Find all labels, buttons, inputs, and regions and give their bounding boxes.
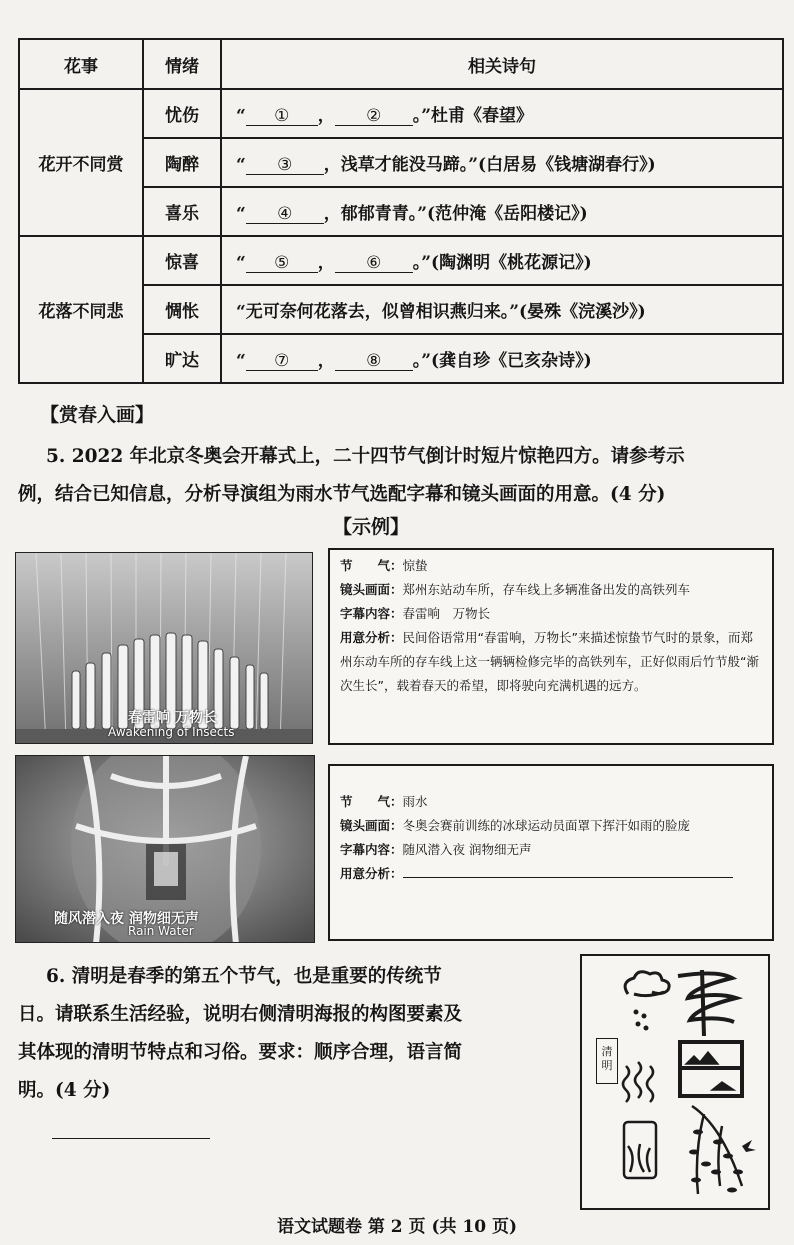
example-info-box xyxy=(328,548,774,745)
info-value: 冬奥会赛前训练的冰球运动员面罩下挥汗如雨的脸庞 xyxy=(402,818,691,833)
info-label: 节 气： xyxy=(340,794,403,809)
info-row xyxy=(340,838,762,862)
photo-caption-en: Awakening of Insects xyxy=(108,725,235,739)
question-text-line: 日。请联系生活经验，说明右侧清明海报的构图要素及 xyxy=(18,1004,463,1025)
fill-blank[interactable]: ④ xyxy=(246,205,324,224)
info-value: 春雷响 万物长 xyxy=(402,606,491,621)
example-label: 【示例】 xyxy=(333,516,410,538)
category-cell: 花开不同赏 xyxy=(19,89,143,236)
photo-caption-en: Rain Water xyxy=(128,924,194,938)
poster-tag: 清明 xyxy=(596,1038,618,1084)
header-cell: 花事 xyxy=(19,39,143,89)
train-photo xyxy=(15,552,313,744)
verse-source: 。”(陶渊明《桃花源记》) xyxy=(412,253,592,273)
verse-cell xyxy=(221,89,783,138)
verse-cell xyxy=(221,138,783,187)
verse-cell: “无可奈何花落去，似曾相识燕归来。”(晏殊《浣溪沙》) xyxy=(221,285,783,334)
qingming-poster xyxy=(580,954,770,1210)
quote-open: “ xyxy=(236,106,246,126)
quote-open: “ xyxy=(236,204,246,224)
fill-blank[interactable]: ⑥ xyxy=(335,254,413,273)
info-row xyxy=(340,814,762,838)
info-label: 字幕内容： xyxy=(340,842,403,857)
quote-open: “ xyxy=(236,155,246,175)
question-6 xyxy=(18,958,558,1110)
info-value: 雨水 xyxy=(402,794,428,809)
quote-open: “ xyxy=(236,351,246,371)
question-5 xyxy=(18,438,778,514)
fill-blank[interactable]: ③ xyxy=(246,156,324,175)
fill-blank[interactable]: ⑤ xyxy=(246,254,318,273)
info-row xyxy=(340,862,762,886)
emotion-cell: 惆怅 xyxy=(143,285,221,334)
photo-caption-cn: 随风潜入夜 润物细无声 xyxy=(54,911,199,927)
info-value: 郑州东站动车所，存车线上多辆准备出发的高铁列车 xyxy=(402,582,691,597)
info-label: 用意分析： xyxy=(340,866,403,881)
comma: ， xyxy=(317,351,335,371)
fill-blank[interactable]: ② xyxy=(335,107,413,126)
emotion-cell: 惊喜 xyxy=(143,236,221,285)
emotion-cell: 忧伤 xyxy=(143,89,221,138)
hockey-player-photo xyxy=(15,755,315,943)
calligraphy-icon xyxy=(678,970,742,1096)
cloud-icon xyxy=(625,972,669,996)
category-cell: 花落不同悲 xyxy=(19,236,143,383)
poem-table xyxy=(18,38,784,384)
verse-source: ，浅草才能没马蹄。”(白居易《钱塘湖春行》) xyxy=(323,155,656,175)
section-heading: 【赏春入画】 xyxy=(40,404,155,426)
verse-source: 。”杜甫《春望》 xyxy=(412,106,534,126)
table-header-row xyxy=(19,39,783,89)
info-label: 镜头画面： xyxy=(340,582,403,597)
info-row xyxy=(340,554,762,578)
fill-blank[interactable]: ⑦ xyxy=(246,352,318,371)
info-label: 镜头画面： xyxy=(340,818,403,833)
page-footer: 语文试题卷 第 2 页 (共 10 页) xyxy=(276,1217,518,1237)
table-row xyxy=(19,236,783,285)
header-cell: 情绪 xyxy=(143,39,221,89)
emotion-cell: 陶醉 xyxy=(143,138,221,187)
emotion-cell: 喜乐 xyxy=(143,187,221,236)
question-text-line: 例，结合已知信息，分析导演组为雨水节气选配字幕和镜头画面的用意。(4 分) xyxy=(18,484,666,505)
info-value: 民间俗语常用“春雷响，万物长”来描述惊蛰节气时的景象，而郑州东动车所的存车线上这一辆辆检修完毕的高铁列车，正好似雨后竹节般“渐次生长”，载着春天的希望，即将驶向充满机遇的远方。 xyxy=(340,630,759,693)
q6-answer-line[interactable] xyxy=(52,1138,210,1139)
table-row xyxy=(19,89,783,138)
question-info-box xyxy=(328,764,774,941)
info-row xyxy=(340,626,762,698)
emotion-cell: 旷达 xyxy=(143,334,221,383)
info-label: 字幕内容： xyxy=(340,606,403,621)
comma: ， xyxy=(317,106,335,126)
info-label: 节 气： xyxy=(340,558,403,573)
header-cell: 相关诗句 xyxy=(221,39,783,89)
question-text-line: 其体现的清明节特点和习俗。要求：顺序合理，语言简 xyxy=(18,1042,463,1063)
info-value: 惊蛰 xyxy=(402,558,428,573)
fill-blank[interactable]: ⑧ xyxy=(335,352,413,371)
steam-icon xyxy=(623,1062,653,1102)
raindrop-icon xyxy=(634,1010,649,1031)
verse-source: 。”(龚自珍《已亥杂诗》) xyxy=(412,351,592,371)
question-text-line: 6. 清明是春季的第五个节气，也是重要的传统节 xyxy=(46,966,442,987)
question-text-line: 5. 2022 年北京冬奥会开幕式上，二十四节气倒计时短片惊艳四方。请参考示 xyxy=(46,446,685,467)
info-label: 用意分析： xyxy=(340,630,403,645)
photo-caption-cn: 春雷响 万物长 xyxy=(128,710,217,726)
verse-cell xyxy=(221,187,783,236)
verse-source: ，郁郁青青。”(范仲淹《岳阳楼记》) xyxy=(323,204,588,224)
info-row xyxy=(340,790,762,814)
fill-blank[interactable]: ① xyxy=(246,107,318,126)
swallow-icon xyxy=(742,1140,756,1152)
tea-cup-icon xyxy=(624,1122,656,1178)
comma: ， xyxy=(317,253,335,273)
verse-cell xyxy=(221,236,783,285)
info-row xyxy=(340,578,762,602)
verse-cell xyxy=(221,334,783,383)
landscape-icon xyxy=(686,1052,734,1090)
info-value: 随风潜入夜 润物细无声 xyxy=(402,842,532,857)
quote-open: “ xyxy=(236,253,246,273)
info-row xyxy=(340,602,762,626)
question-text-line: 明。(4 分) xyxy=(18,1080,111,1101)
analysis-answer-line[interactable] xyxy=(403,864,733,878)
